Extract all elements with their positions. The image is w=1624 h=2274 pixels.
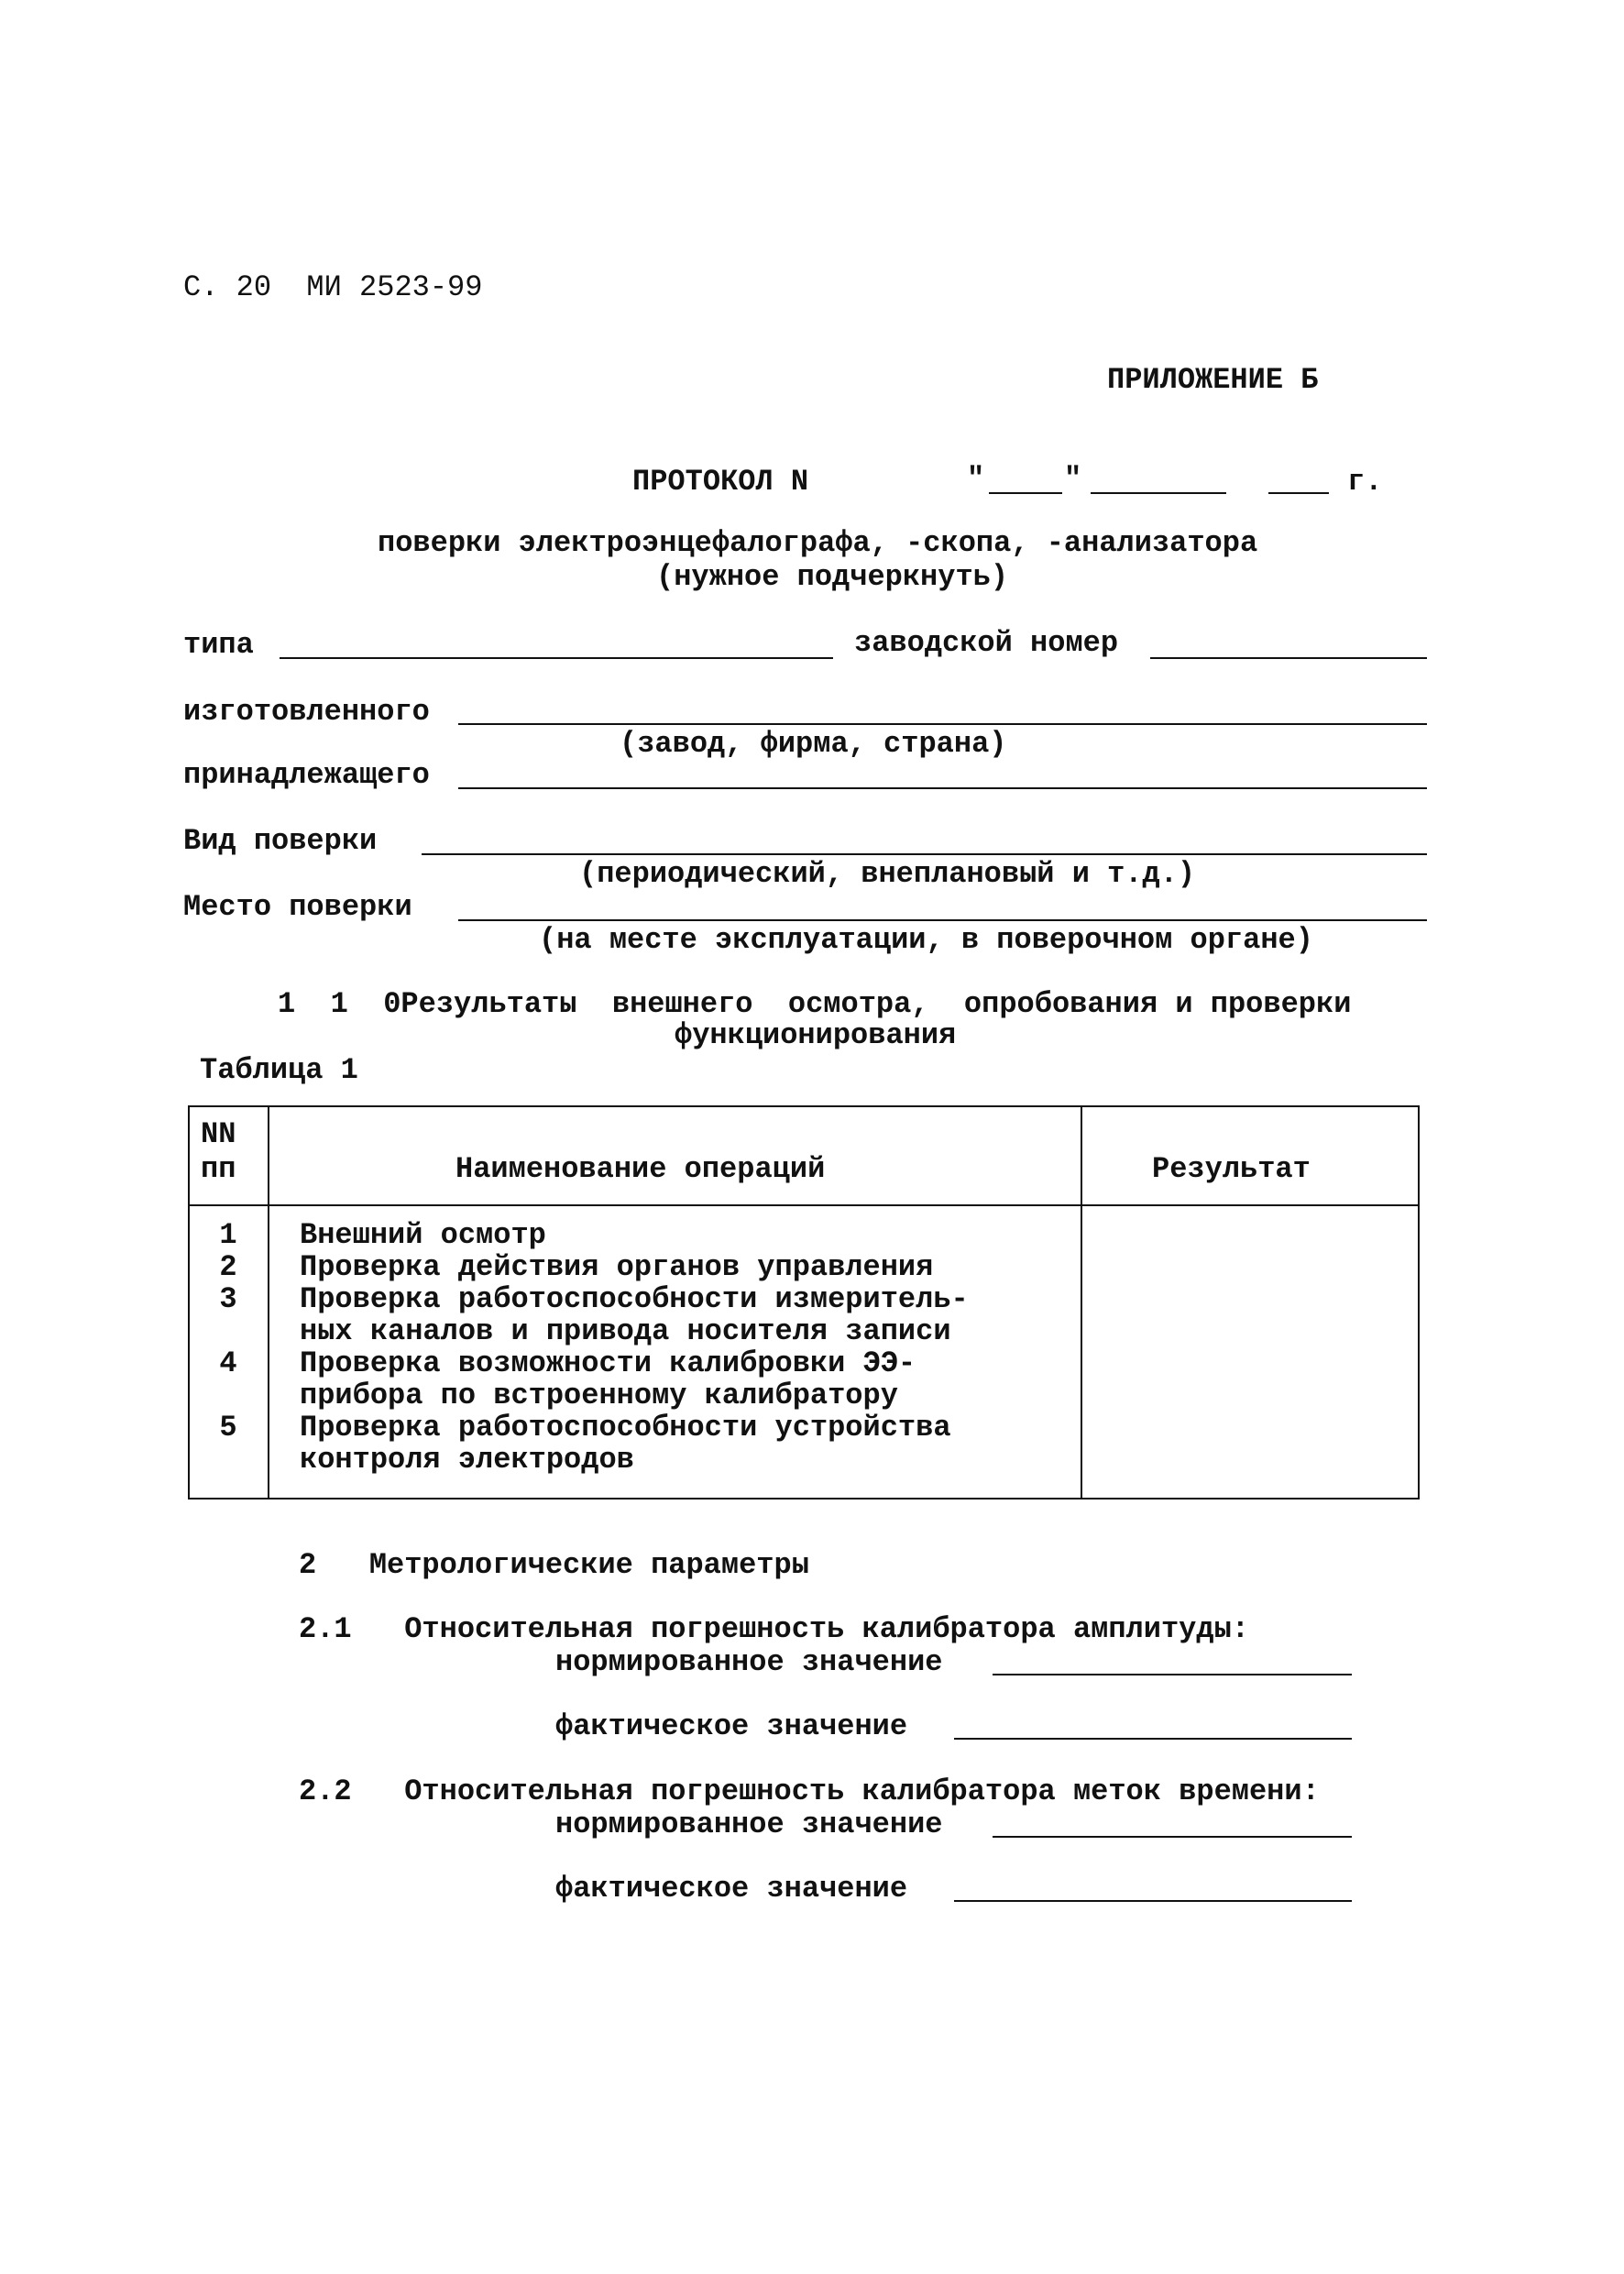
- serial-label: заводской номер: [854, 626, 1119, 660]
- row-operation: Проверка работоспособности устройства: [300, 1411, 951, 1445]
- check-place-field-line[interactable]: [458, 919, 1427, 921]
- param-2-2-actual-label: фактическое значение: [555, 1872, 908, 1906]
- param-2-2-normalized-label: нормированное значение: [555, 1807, 943, 1841]
- check-place-label: Место поверки: [183, 890, 412, 924]
- param-2-2-actual-field[interactable]: [954, 1900, 1352, 1902]
- row-operation-cont: ных каналов и привода носителя записи: [300, 1314, 951, 1348]
- param-2-1-title: 2.1 Относительная погрешность калибратора амплитуды:: [299, 1612, 1249, 1646]
- type-label: типа: [183, 628, 254, 662]
- param-2-1-actual-field[interactable]: [954, 1738, 1352, 1740]
- row-operation: Внешний осмотр: [300, 1218, 546, 1252]
- manufactured-label: изготовленного: [183, 695, 430, 729]
- row-operation-cont: прибора по встроенному калибратору: [300, 1379, 898, 1412]
- check-kind-field-line[interactable]: [422, 853, 1427, 855]
- year-suffix: г.: [1347, 465, 1383, 499]
- row-number: 1: [219, 1218, 237, 1252]
- table-caption: Таблица 1: [200, 1053, 358, 1087]
- owner-field-line[interactable]: [458, 787, 1427, 789]
- protocol-subject: поверки электроэнцефалографа, -скопа, -анализатора: [378, 526, 1258, 560]
- protocol-subject-note: (нужное подчеркнуть): [656, 560, 1009, 594]
- row-number: 4: [219, 1346, 237, 1380]
- param-2-1-actual-label: фактическое значение: [555, 1709, 908, 1743]
- section1-heading: 1 1 0Результаты внешнего осмотра, опробования и проверки: [278, 987, 1352, 1021]
- param-2-2-title: 2.2 Относительная погрешность калибратора меток времени:: [299, 1774, 1320, 1808]
- date-day-blank: [989, 492, 1062, 494]
- column-header-name: Наименование операций: [455, 1152, 826, 1186]
- owner-label: принадлежащего: [183, 758, 430, 792]
- table-divider: [1081, 1107, 1082, 1498]
- date-year-blank: [1268, 492, 1329, 494]
- row-operation: Проверка действия органов управления: [300, 1250, 934, 1284]
- section1-heading-cont: функционирования: [675, 1018, 957, 1052]
- protocol-title: ПРОТОКОЛ N: [632, 465, 809, 499]
- row-number: 2: [219, 1250, 237, 1284]
- column-header-number-sub: пп: [201, 1152, 236, 1186]
- section2-heading: 2 Метрологические параметры: [299, 1548, 809, 1582]
- check-place-note: (на месте эксплуатации, в поверочном органе): [539, 923, 1313, 957]
- table-divider: [268, 1107, 269, 1498]
- manufactured-note: (завод, фирма, страна): [620, 727, 1007, 761]
- row-number: 5: [219, 1411, 237, 1445]
- date-close-quote: ": [1064, 462, 1082, 496]
- row-operation: Проверка работоспособности измеритель-: [300, 1282, 969, 1316]
- row-operation: Проверка возможности калибровки ЭЭ-: [300, 1346, 916, 1380]
- operations-table: [188, 1105, 1420, 1500]
- row-operation-cont: контроля электродов: [300, 1443, 634, 1477]
- row-number: 3: [219, 1282, 237, 1316]
- type-field-line[interactable]: [280, 657, 833, 659]
- check-kind-label: Вид поверки: [183, 824, 378, 858]
- param-2-2-normalized-field[interactable]: [993, 1836, 1352, 1838]
- param-2-1-normalized-label: нормированное значение: [555, 1645, 943, 1679]
- manufactured-field-line[interactable]: [458, 723, 1427, 725]
- param-2-1-normalized-field[interactable]: [993, 1674, 1352, 1675]
- appendix-label: ПРИЛОЖЕНИЕ Б: [1107, 363, 1319, 397]
- date-month-blank: [1091, 492, 1226, 494]
- check-kind-note: (периодический, внеплановый и т.д.): [579, 857, 1196, 891]
- table-header-divider: [190, 1204, 1418, 1206]
- serial-field-line[interactable]: [1150, 657, 1427, 659]
- column-header-number: NN: [201, 1117, 236, 1151]
- column-header-result: Результат: [1152, 1152, 1311, 1186]
- page-reference: С. 20 МИ 2523-99: [183, 270, 483, 304]
- date-open-quote: ": [967, 462, 985, 496]
